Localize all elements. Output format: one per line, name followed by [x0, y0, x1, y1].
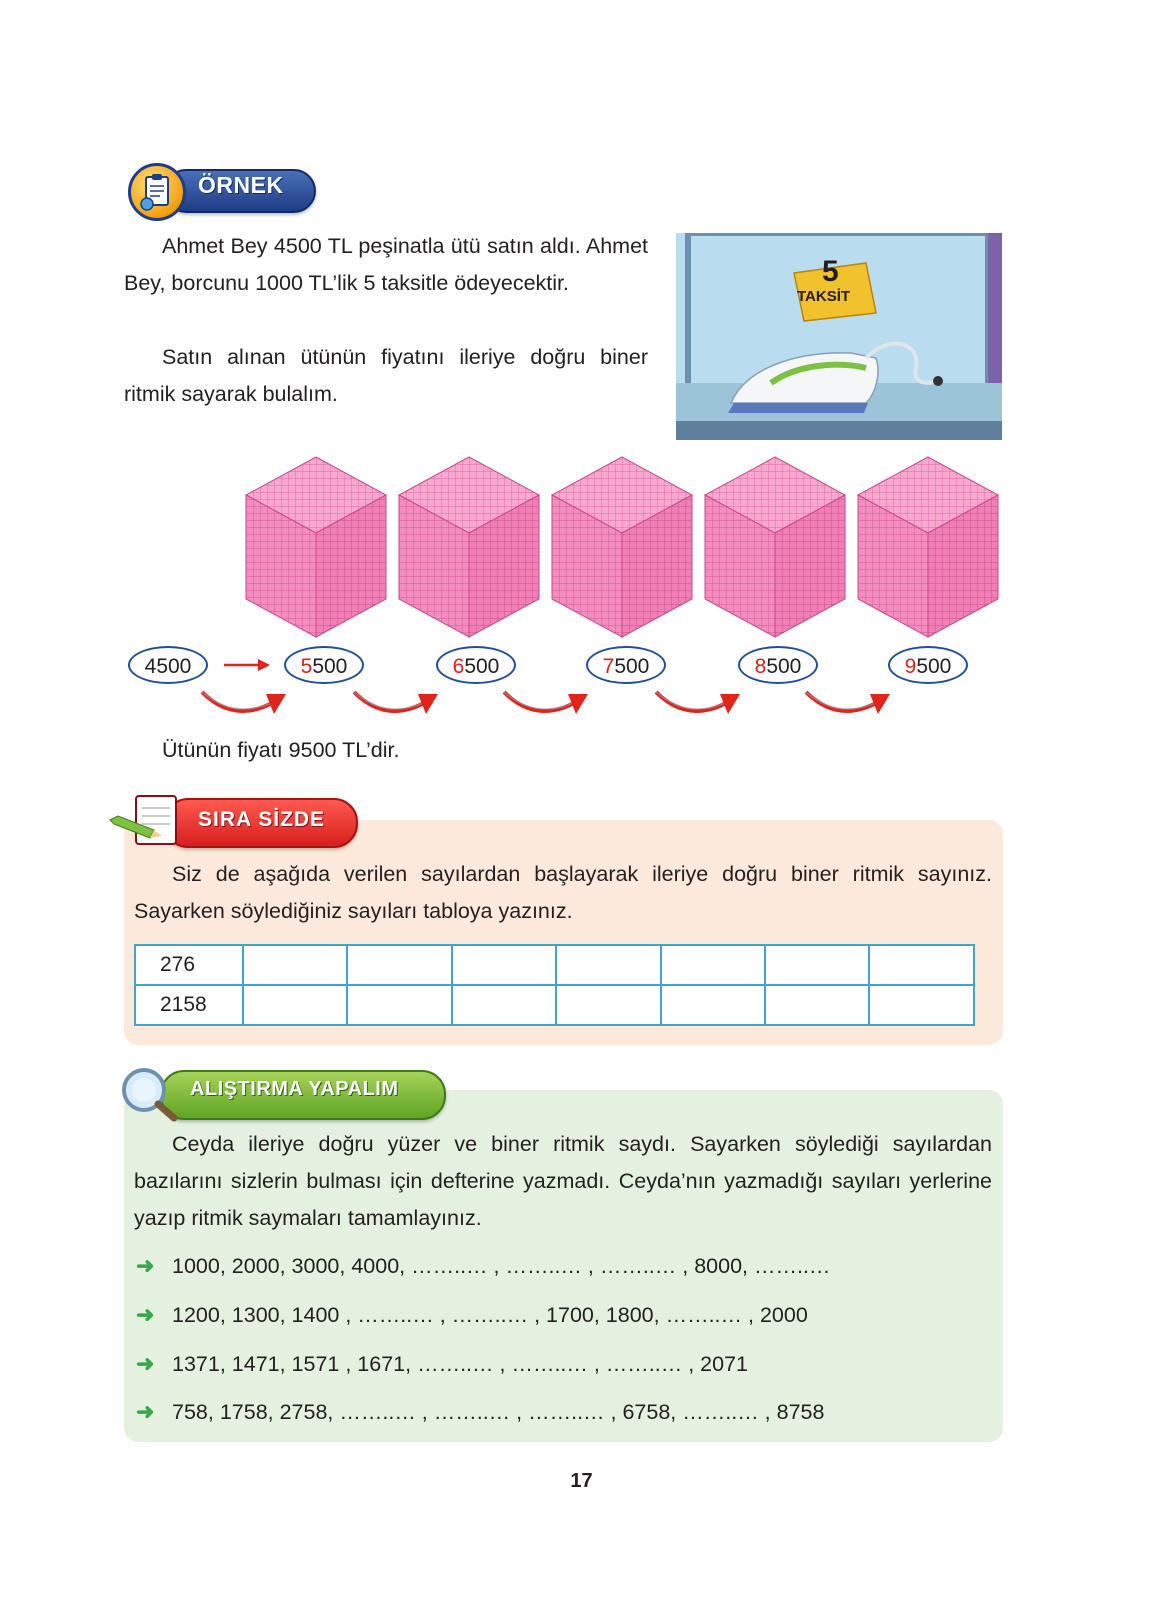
green-arrow-icon: ➜ — [136, 1253, 155, 1278]
table-blank-cell[interactable] — [556, 945, 660, 985]
curved-arrow-icon — [202, 692, 286, 714]
table-blank-cell[interactable] — [765, 945, 869, 985]
bubble-rest-digits: 500 — [464, 655, 500, 678]
green-arrow-icon: ➜ — [136, 1302, 155, 1327]
table-blank-cell[interactable] — [452, 985, 556, 1025]
list-item-text: 758, 1758, 2758, ……..… , ……..… , ……..… , 6758, ……..… , 8758 — [172, 1400, 825, 1424]
table-blank-cell[interactable] — [347, 985, 451, 1025]
sequence-start-bubble — [128, 646, 208, 684]
curved-arrow-icon — [656, 692, 740, 714]
bubble-lead-digit: 5 — [300, 655, 313, 678]
bubble-lead-digit: 8 — [754, 655, 767, 678]
bubble-rest-digits: 500 — [614, 655, 650, 678]
sequence-start: 4500 — [144, 655, 192, 678]
red-arrow-icon — [222, 657, 272, 673]
table-row — [135, 985, 974, 1025]
sequence-bubble-2 — [436, 646, 516, 684]
thousand-cubes — [240, 452, 1020, 642]
table-blank-cell[interactable] — [869, 945, 973, 985]
sequence-bubble-4 — [738, 646, 818, 684]
sira-sizde-instruction: Siz de aşağıda verilen sayılardan başlayarak ileriye doğru biner ritmik sayınız. Sayarken söylediğiniz sayıları tabloya yazınız. — [134, 862, 992, 923]
sequence-bubble-1 — [284, 646, 364, 684]
bubble-rest-digits: 500 — [766, 655, 802, 678]
alistirma-instruction: Ceyda ileriye doğru yüzer ve biner ritmik saydı. Sayarken söylediği sayılardan bazılarını sizlerin bulması için defterine yazmadı. Ceyda’nın yazmadığı sayıları yerlerine yazıp ritmik saymaları tamamlayınız. — [134, 1132, 992, 1230]
table-row — [135, 945, 974, 985]
sequence-bubble-5 — [888, 646, 968, 684]
bubble-lead-digit: 9 — [904, 655, 917, 678]
result-text: Ütünün fiyatı 9500 TL’dir. — [162, 738, 400, 762]
curved-arrow-icon — [504, 692, 588, 714]
curved-arrow-icon — [806, 692, 890, 714]
alistirma-label: ALIŞTIRMA YAPALIM — [190, 1078, 399, 1100]
cube-2 — [399, 457, 539, 637]
cube-5 — [858, 457, 998, 637]
list-item — [136, 1350, 748, 1378]
step-arrows — [190, 684, 970, 724]
cube-4 — [705, 457, 845, 637]
green-arrow-icon: ➜ — [136, 1399, 155, 1424]
cube-1 — [246, 457, 386, 637]
list-item — [136, 1398, 824, 1426]
bubble-rest-digits: 500 — [916, 655, 952, 678]
sequence-bubble-3 — [586, 646, 666, 684]
list-item-text: 1000, 2000, 3000, 4000, ……..… , ……..… , ……..… , 8000, ……..… — [172, 1254, 831, 1278]
page-number: 17 — [570, 1470, 593, 1492]
table-blank-cell[interactable] — [869, 985, 973, 1025]
magnifier-icon — [116, 1062, 180, 1126]
bubble-lead-digit: 7 — [602, 655, 615, 678]
table-start-cell: 276 — [135, 945, 243, 985]
curved-arrow-icon — [354, 692, 438, 714]
list-item — [136, 1252, 830, 1280]
list-item-text: 1200, 1300, 1400 , ……..… , ……..… , 1700, 1800, ……..… , 2000 — [172, 1303, 808, 1327]
table-blank-cell[interactable] — [243, 945, 347, 985]
notebook-pencil-icon — [108, 790, 188, 856]
list-item — [136, 1301, 808, 1329]
ornek-label: ÖRNEK — [198, 172, 284, 198]
sira-sizde-badge — [108, 790, 360, 856]
sira-sizde-label: SIRA SİZDE — [198, 808, 326, 831]
ornek-badge — [128, 163, 320, 221]
example-paragraph-2: Satın alınan ütünün fiyatını ileriye doğru biner ritmik sayarak bulalım. — [124, 345, 648, 406]
table-blank-cell[interactable] — [765, 985, 869, 1025]
table-blank-cell[interactable] — [661, 945, 765, 985]
table-blank-cell[interactable] — [243, 985, 347, 1025]
table-blank-cell[interactable] — [556, 985, 660, 1025]
sign-text: TAKSİT — [797, 288, 851, 305]
list-item-text: 1371, 1471, 1571 , 1671, ……..… , ……..… , ……..… , 2071 — [172, 1352, 749, 1376]
clipboard-icon — [128, 163, 186, 221]
example-paragraph-1: Ahmet Bey 4500 TL peşinatla ütü satın aldı. Ahmet Bey, borcunu 1000 TL’lik 5 taksitle ödeyecektir. — [124, 234, 648, 295]
green-arrow-icon: ➜ — [136, 1351, 155, 1376]
counting-table — [134, 944, 975, 1026]
table-start-cell: 2158 — [135, 985, 243, 1025]
table-blank-cell[interactable] — [452, 945, 556, 985]
alistirma-badge — [116, 1062, 446, 1126]
bubble-rest-digits: 500 — [312, 655, 348, 678]
table-blank-cell[interactable] — [347, 945, 451, 985]
cube-3 — [552, 457, 692, 637]
table-blank-cell[interactable] — [661, 985, 765, 1025]
iron-window-illustration — [676, 233, 1002, 440]
sign-number: 5 — [822, 255, 839, 288]
bubble-lead-digit: 6 — [452, 655, 465, 678]
